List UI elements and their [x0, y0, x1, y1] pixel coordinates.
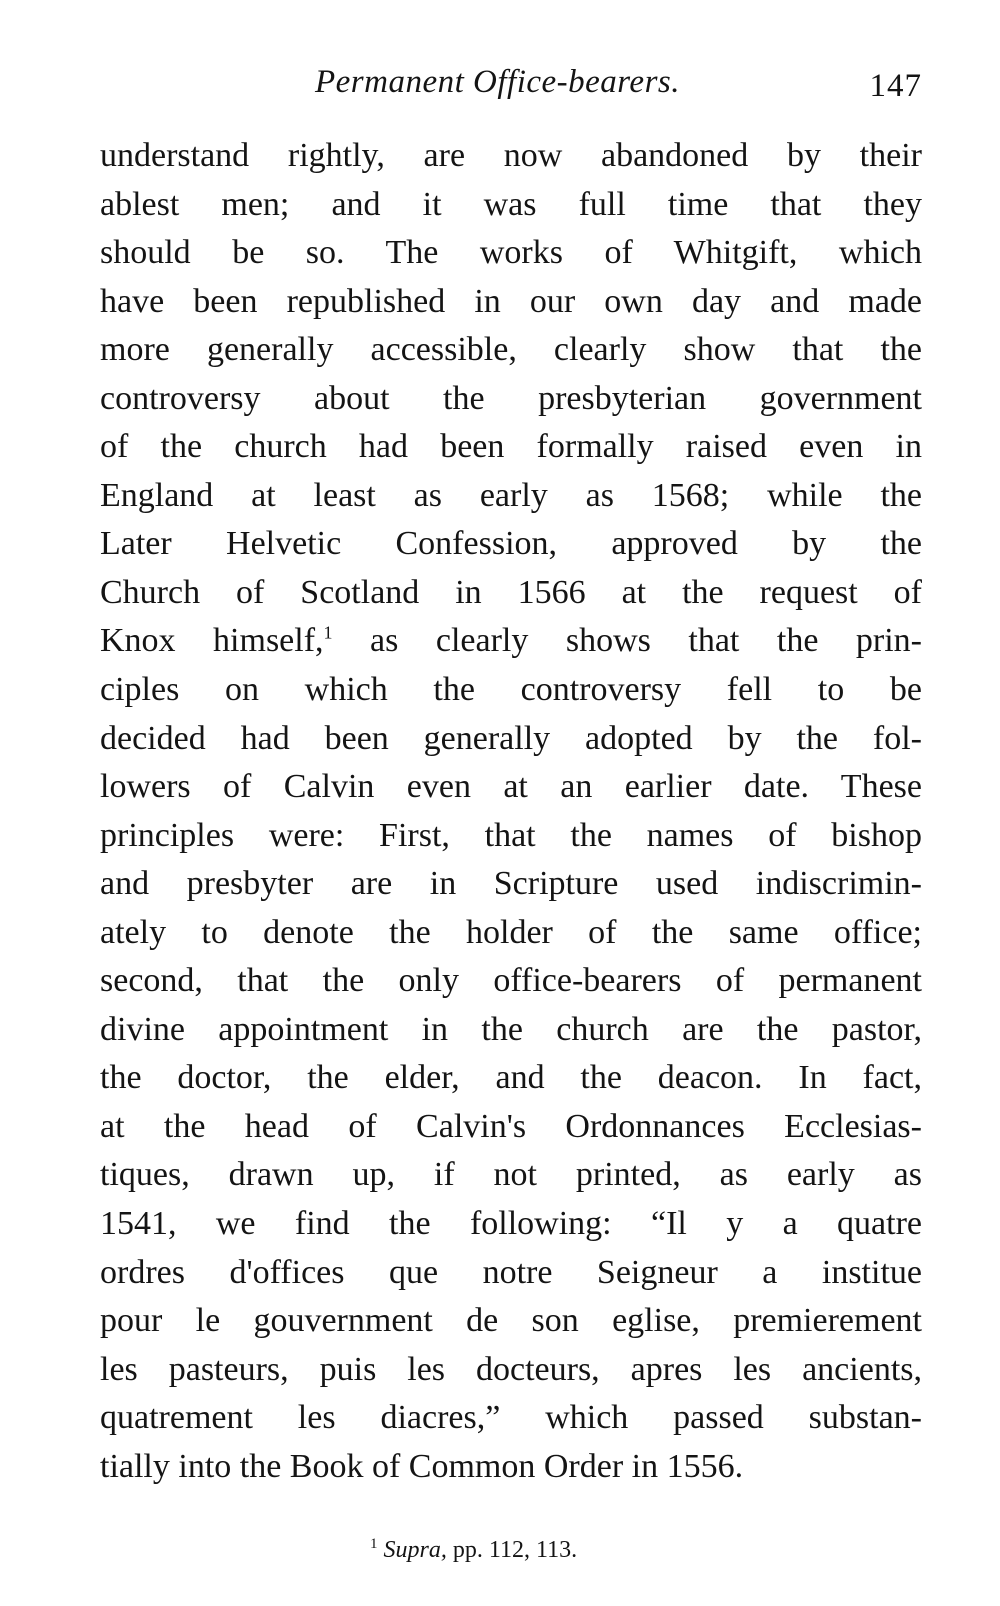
text-line: tiques, drawn up, if not printed, as early as [100, 1156, 922, 1194]
text-line: have been republished in our own day and made [100, 282, 922, 320]
text-line: and presbyter are in Scripture used indiscrimin- [100, 865, 922, 903]
text-line: Later Helvetic Confession, approved by the [100, 525, 922, 563]
running-title: Permanent Office-bearers. [315, 64, 681, 100]
text-line: ciples on which the controversy fell to be [100, 671, 922, 709]
text-line: more generally accessible, clearly show that the [100, 331, 922, 369]
text-segment: Knox himself, [100, 622, 324, 660]
text-line: should be so. The works of Whitgift, which [100, 234, 922, 272]
text-line: decided had been generally adopted by the fol- [100, 719, 922, 757]
text-line: principles were: First, that the names of bishop [100, 816, 922, 854]
page-header [100, 60, 922, 108]
text-line: les pasteurs, puis les docteurs, apres les ancients, [100, 1350, 922, 1388]
text-line: ablest men; and it was full time that they [100, 185, 922, 223]
footnote [370, 1536, 577, 1564]
footnote-title: Supra, [383, 1537, 447, 1563]
text-line: 1541, we find the following: “Il y a quatre [100, 1205, 922, 1243]
text-line: ately to denote the holder of the same office; [100, 913, 922, 951]
text-line: Church of Scotland in 1566 at the request of [100, 573, 922, 611]
text-line: of the church had been formally raised even in [100, 428, 922, 466]
text-line: divine appointment in the church are the pastor, [100, 1010, 922, 1048]
text-segment: as clearly shows that the prin- [332, 622, 922, 660]
footnote-mark: 1 [370, 1536, 378, 1552]
footnote-pages: pp. 112, 113. [452, 1537, 578, 1563]
text-line: tially into the Book of Common Order in 1556. [100, 1447, 744, 1485]
text-line: at the head of Calvin's Ordonnances Ecclesias- [100, 1107, 922, 1145]
text-line: quatrement les diacres,” which passed substan- [100, 1399, 922, 1437]
text-line: second, that the only office-bearers of permanent [100, 962, 922, 1000]
text-line: controversy about the presbyterian government [100, 379, 922, 417]
text-line: the doctor, the elder, and the deacon. In fact, [100, 1059, 922, 1097]
footnote-reference: 1 [323, 623, 333, 644]
page-number: 147 [869, 68, 922, 104]
text-line: lowers of Calvin even at an earlier date. These [100, 768, 922, 806]
body-text [100, 132, 922, 1491]
text-line [100, 617, 922, 666]
text-line: pour le gouvernment de son eglise, premierement [100, 1302, 922, 1340]
text-line: ordres d'offices que notre Seigneur a institue [100, 1253, 922, 1291]
text-line: understand rightly, are now abandoned by their [100, 137, 922, 174]
text-line: England at least as early as 1568; while the [100, 476, 922, 514]
